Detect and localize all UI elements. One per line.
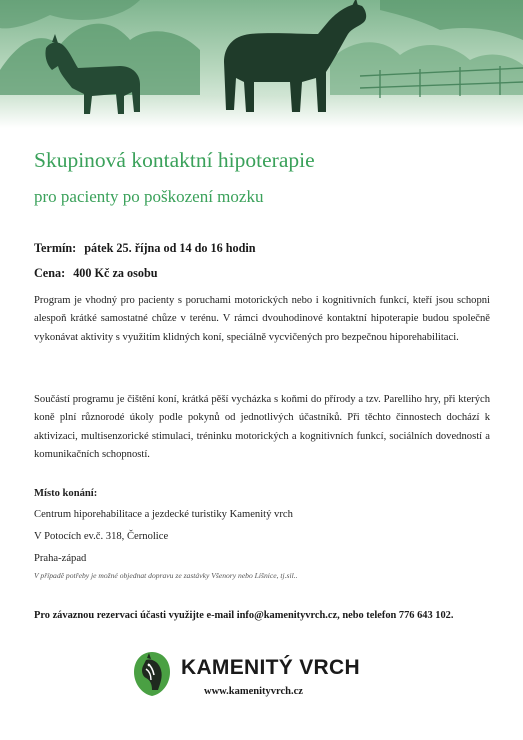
term-row [34,241,256,256]
price-value: 400 Kč za osobu [73,266,158,280]
venue-label: Místo konání: [34,488,98,499]
description-paragraph-2: Součástí programu je čištění koní, krátká pěší vycházka s koňmi do přírody a tzv. Parelliho hry, při kterých koně plní různorodé úkoly podle pokynů od jednotlivých účastníků. Při těchto činnostech dochází k aktivizaci, multisenzorické stimulaci, tréninku motorických a kognitivních funkcí, sociálních dovedností a komunikačních schopností. [34,394,490,460]
venue-street: V Potocích ev.č. 318, Černolice [34,531,169,542]
term-value: pátek 25. října od 14 do 16 hodin [84,241,256,255]
price-label: Cena: [34,266,66,280]
description-paragraph-1: Program je vhodný pro pacienty s poruchami motorických nebo i kognitivních funkcí, kteří jsou schopni alespoň krátké samostatné chůze v terénu. V rámci dvouhodinové kontaktní hipoterapie budou společně vykonávat aktivity s využitím klidných koní, speciálně vycvičených pro bezpečnou hiporehabilitaci. [34,295,490,343]
term-label: Termín: [34,241,77,255]
contact-line: Pro závaznou rezervaci účasti využijte e-mail info@kamenityvrch.cz, nebo telefon 776 643 102. [34,610,454,621]
header-photo-horses [0,0,523,128]
logo-name: KAMENITÝ VRCH [181,656,360,679]
page-subtitle: pro pacienty po poškození mozku [34,187,264,206]
kamenity-vrch-logo [132,650,372,710]
transport-note: V případě potřeby je možné objednat dopravu ze zastávky Všenory nebo Líšnice, tj.sil.. [34,571,298,580]
horse-head-logo-icon [132,650,172,698]
price-row [34,266,158,281]
website-link[interactable]: www.kamenityvrch.cz [204,686,303,697]
page-title: Skupinová kontaktní hipoterapie [34,148,315,172]
venue-name: Centrum hiporehabilitace a jezdecké turistiky Kamenitý vrch [34,509,293,520]
venue-region: Praha-západ [34,553,87,564]
